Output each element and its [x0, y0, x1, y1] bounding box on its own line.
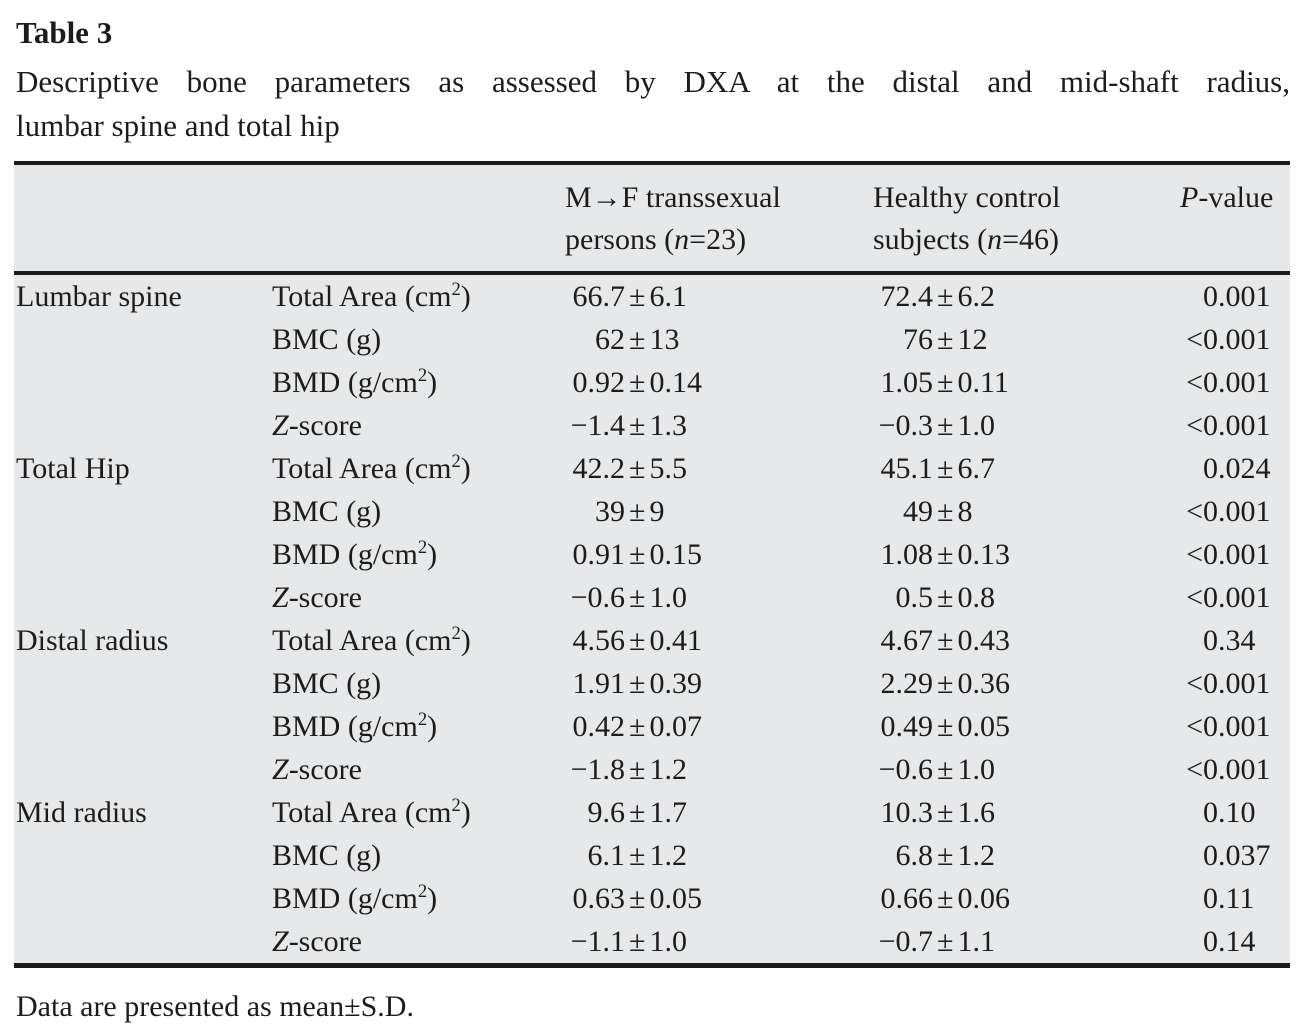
- section-label: [14, 318, 272, 361]
- section-label: [14, 834, 272, 877]
- control-value: 45.1 ± 6.7: [880, 452, 995, 485]
- mtf-value: 1.91 ± 0.39: [572, 667, 702, 700]
- caption-line-2: lumbar spine and total hip: [16, 108, 340, 143]
- header-parameter-column: [272, 163, 565, 273]
- parameter-label: Z-score: [272, 409, 362, 442]
- section-label: [14, 920, 272, 966]
- control-value: 1.05 ± 0.11: [880, 366, 1009, 399]
- control-value: 10.3 ± 1.6: [880, 796, 995, 829]
- table-footnote: Data are presented as mean±S.D.: [16, 990, 414, 1023]
- header-mtf-column: M→F transsexual persons (n=23): [565, 181, 781, 256]
- parameter-label: Total Area $(cm^2)$: [272, 623, 471, 657]
- table-row: [14, 576, 1290, 619]
- table-row: [14, 791, 1290, 834]
- p-value: 0.14: [1203, 925, 1256, 958]
- control-value: −0.7 ± 1.1: [878, 925, 995, 958]
- mtf-value: 0.91 ± 0.15: [572, 538, 702, 571]
- parameter-label: Total Area $(cm^2)$: [272, 451, 471, 485]
- section-label: [14, 404, 272, 447]
- header-section-column: [14, 163, 272, 273]
- p-value: <0.001: [1186, 409, 1271, 442]
- section-label: [14, 662, 272, 705]
- parameter-label: Total Area $(cm^2)$: [272, 795, 471, 829]
- table-row: [14, 404, 1290, 447]
- p-value: 0.037: [1203, 839, 1271, 872]
- table-row: [14, 318, 1290, 361]
- parameter-label: BMC (g): [272, 323, 382, 356]
- table-row: [14, 705, 1290, 748]
- mtf-value: 9.6 ± 1.7: [587, 796, 687, 829]
- mtf-value: 42.2 ± 5.5: [572, 452, 687, 485]
- header-row: [14, 163, 1290, 273]
- parameter-label: Z-score: [272, 925, 362, 958]
- control-value: 2.29 ± 0.36: [880, 667, 1010, 700]
- table-row: [14, 619, 1290, 662]
- p-value: 0.001: [1203, 280, 1271, 313]
- parameter-label: BMC (g): [272, 667, 382, 700]
- control-value: 1.08 ± 0.13: [880, 538, 1010, 571]
- table-title: Table 3: [16, 15, 113, 50]
- control-value: 0.5 ± 0.8: [895, 581, 995, 614]
- mtf-value: −1.4 ± 1.3: [570, 409, 687, 442]
- mtf-value: 4.56 ± 0.41: [572, 624, 702, 657]
- mtf-value: 39 ± 9: [595, 495, 665, 528]
- control-value: 6.8 ± 1.2: [895, 839, 995, 872]
- mtf-value: 66.7 ± 6.1: [572, 280, 687, 313]
- control-value: 0.66 ± 0.06: [880, 882, 1010, 915]
- section-label: [14, 877, 272, 920]
- control-value: 76 ± 12: [903, 323, 988, 356]
- section-label: Lumbar spine: [16, 280, 182, 313]
- section-label: [14, 533, 272, 576]
- mtf-value: −1.8 ± 1.2: [570, 753, 687, 786]
- table-row: [14, 447, 1290, 490]
- control-value: 72.4 ± 6.2: [880, 280, 995, 313]
- parameter-label: BMC (g): [272, 839, 382, 872]
- table-row: [14, 877, 1290, 920]
- parameter-label: Total Area $(cm^2)$: [272, 279, 471, 313]
- mtf-value: −1.1 ± 1.0: [570, 925, 687, 958]
- mtf-value: 0.92 ± 0.14: [572, 366, 702, 399]
- p-value: <0.001: [1186, 667, 1271, 700]
- table-row: [14, 662, 1290, 705]
- table-row: [14, 748, 1290, 791]
- mtf-value: 62 ± 13: [595, 323, 680, 356]
- header-pvalue-column: P-value: [1180, 181, 1274, 214]
- control-value: 0.49 ± 0.05: [880, 710, 1010, 743]
- mtf-value: 0.42 ± 0.07: [572, 710, 702, 743]
- parameter-label: Z-score: [272, 581, 362, 614]
- p-value: <0.001: [1186, 323, 1271, 356]
- section-label: [14, 705, 272, 748]
- mtf-value: −0.6 ± 1.0: [570, 581, 687, 614]
- p-value: 0.10: [1203, 796, 1256, 829]
- parameter-label: BMD $(g/cm^2)$: [272, 881, 438, 915]
- section-label: [14, 361, 272, 404]
- p-value: <0.001: [1186, 495, 1271, 528]
- parameter-label: BMD $(g/cm^2)$: [272, 537, 438, 571]
- p-value: 0.024: [1203, 452, 1271, 485]
- control-value: −0.6 ± 1.0: [878, 753, 995, 786]
- section-label: [14, 576, 272, 619]
- table-row: [14, 490, 1290, 533]
- control-value: 4.67 ± 0.43: [880, 624, 1010, 657]
- table-row: [14, 273, 1290, 318]
- table-body: [14, 273, 1290, 966]
- table-row: [14, 361, 1290, 404]
- table-header: [14, 163, 1290, 273]
- caption-line-1: Descriptive bone parameters as assessed by DXA at the distal and mid-shaft radius,: [16, 64, 1290, 99]
- table-row: [14, 533, 1290, 576]
- p-value: <0.001: [1186, 581, 1271, 614]
- section-label: Mid radius: [16, 796, 147, 829]
- p-value: <0.001: [1186, 710, 1271, 743]
- table-caption: [16, 60, 1290, 148]
- section-label: [14, 748, 272, 791]
- mtf-value: 0.63 ± 0.05: [572, 882, 702, 915]
- parameter-label: BMC (g): [272, 495, 382, 528]
- header-control-column: Healthy control subjects (n=46): [873, 181, 1061, 256]
- control-value: 49 ± 8: [903, 495, 973, 528]
- dxa-bone-parameters-table: [14, 161, 1290, 968]
- section-label: Total Hip: [16, 452, 130, 485]
- p-value: 0.11: [1203, 882, 1255, 915]
- table-row: [14, 920, 1290, 966]
- p-value: <0.001: [1186, 538, 1271, 571]
- mtf-value: 6.1 ± 1.2: [587, 839, 687, 872]
- parameter-label: BMD $(g/cm^2)$: [272, 709, 438, 743]
- p-value: 0.34: [1203, 624, 1256, 657]
- section-label: Distal radius: [16, 624, 169, 657]
- control-value: −0.3 ± 1.0: [878, 409, 995, 442]
- p-value: <0.001: [1186, 366, 1271, 399]
- section-label: [14, 490, 272, 533]
- parameter-label: BMD $(g/cm^2)$: [272, 365, 438, 399]
- p-value: <0.001: [1186, 753, 1271, 786]
- table-row: [14, 834, 1290, 877]
- parameter-label: Z-score: [272, 753, 362, 786]
